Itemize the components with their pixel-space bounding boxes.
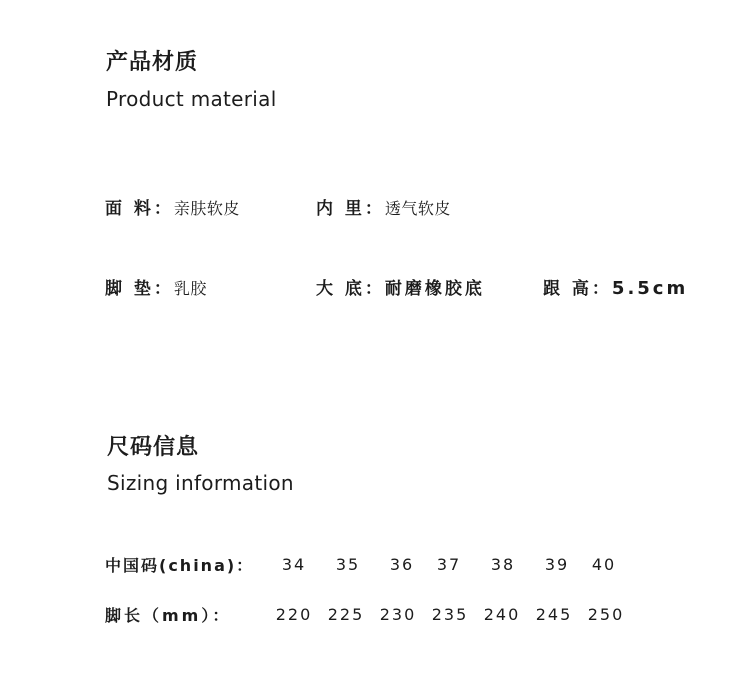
insole-row	[105, 274, 207, 299]
china-size-cell: 38	[490, 555, 516, 574]
material-title-en: Product material	[106, 87, 277, 111]
china-size-label: 中国码(china)：	[105, 556, 255, 575]
insole-label: 脚 垫：	[105, 279, 174, 299]
china-size-cell: 40	[591, 555, 617, 574]
china-size-cell: 37	[436, 555, 462, 574]
outsole-value: 耐磨橡胶底	[384, 279, 485, 299]
outsole-row	[316, 274, 485, 299]
sizing-title-en: Sizing information	[107, 471, 294, 495]
china-size-cell: 35	[335, 555, 361, 574]
foot-length-cell: 240	[483, 605, 521, 624]
insole-value: 乳胶	[173, 279, 207, 298]
lining-row	[316, 194, 451, 219]
china-size-cell: 39	[544, 555, 570, 574]
upper-row	[105, 194, 240, 219]
china-size-row	[105, 553, 254, 576]
foot-length-cell: 245	[535, 605, 573, 624]
heel-label: 跟 高：	[543, 279, 612, 299]
foot-length-cell: 220	[275, 605, 313, 624]
outsole-label: 大 底：	[316, 279, 385, 299]
foot-length-cell: 230	[379, 605, 417, 624]
foot-length-row	[105, 603, 231, 626]
heel-value: 5.5cm	[611, 278, 689, 299]
china-size-cell: 36	[389, 555, 415, 574]
lining-label: 内 里：	[316, 199, 385, 219]
foot-length-label: 脚长（mm）：	[105, 606, 232, 625]
upper-label: 面 料：	[105, 199, 174, 219]
foot-length-cell: 250	[587, 605, 625, 624]
upper-value: 亲肤软皮	[173, 199, 240, 218]
foot-length-cell: 225	[327, 605, 365, 624]
lining-value: 透气软皮	[384, 199, 451, 218]
heel-row	[543, 274, 688, 299]
china-size-cell: 34	[281, 555, 307, 574]
material-title-cn: 产品材质	[106, 50, 199, 75]
sizing-title-cn: 尺码信息	[107, 435, 200, 460]
foot-length-cell: 235	[431, 605, 469, 624]
